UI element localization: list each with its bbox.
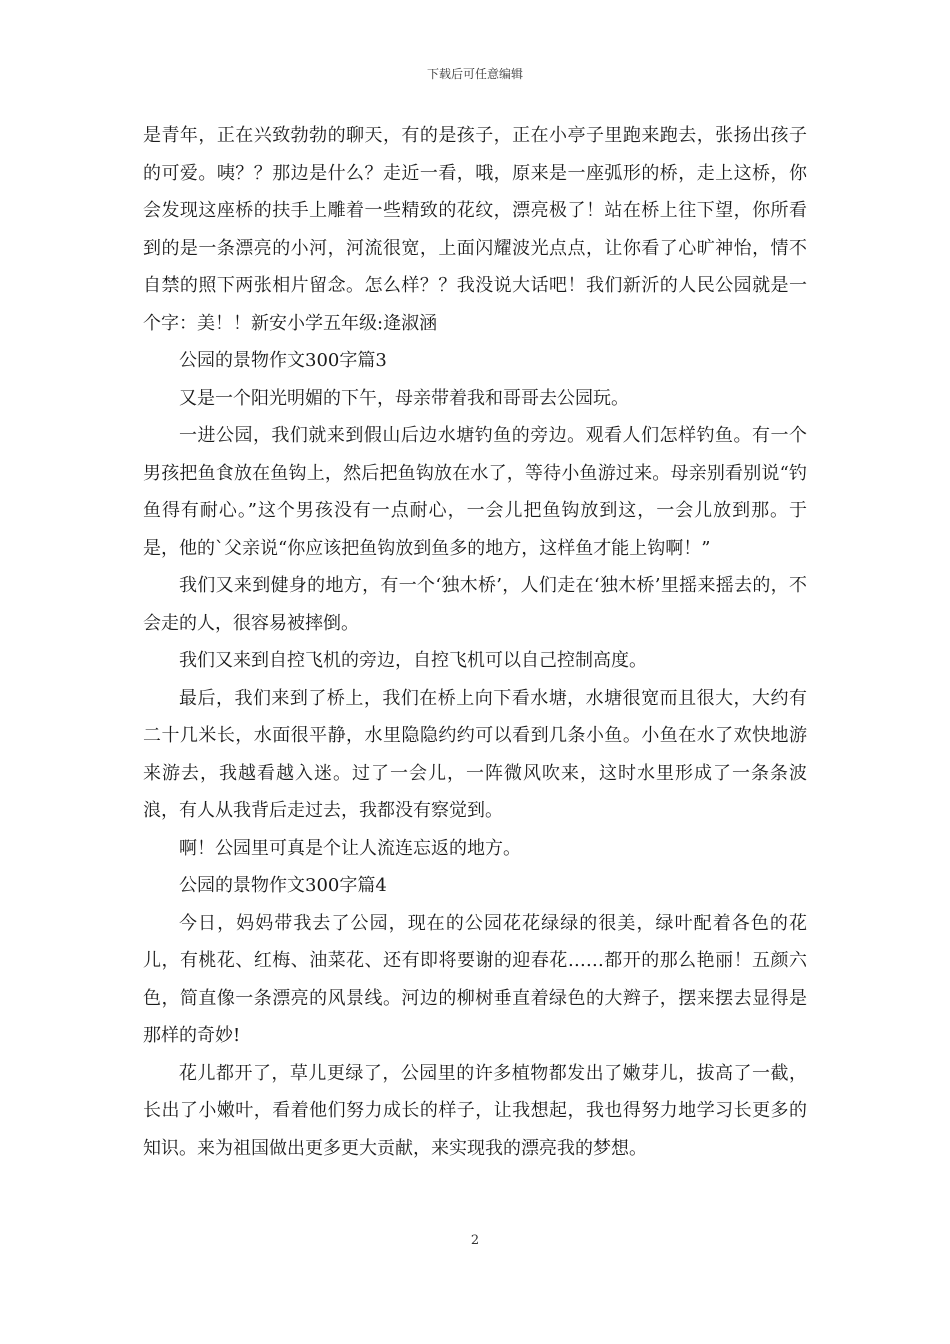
page-number: 2 [470, 1233, 480, 1248]
section-heading-4: 公园的景物作文300字篇4 [179, 875, 387, 896]
document-body [143, 117, 807, 1167]
paragraph: 花儿都开了，草儿更绿了，公园里的许多植物都发出了嫩芽儿，拔高了一截，长出了小嫩叶，看着他们努力成长的样子，让我想起，我也得努力地学习长更多的知识。来为祖国做出更多更大贡献，来实现我的漂亮我的梦想。 [143, 1062, 807, 1159]
paragraph-continuation: 是青年，正在兴致勃勃的聊天，有的是孩子，正在小亭子里跑来跑去，张扬出孩子的可爱。咦？？那边是什么？走近一看，哦，原来是一座弧形的桥，走上这桥，你会发现这座桥的扶手上雕着一些精致的花纹，漂亮极了！站在桥上往下望，你所看到的是一条漂亮的小河，河流很宽，上面闪耀波光点点，让你看了心旷神怡，情不自禁的照下两张相片留念。怎么样？？我没说大话吧！我们新沂的人民公园就是一个字：美！！新安小学五年级:逄淑涵 [143, 125, 807, 334]
paragraph: 一进公园，我们就来到假山后边水塘钓鱼的旁边。观看人们怎样钓鱼。有一个男孩把鱼食放在鱼钩上，然后把鱼钩放在水了，等待小鱼游过来。母亲别看别说“钓鱼得有耐心。”这个男孩没有一点耐心，一会儿把鱼钩放到这，一会儿放到那。于是，他的`父亲说“你应该把鱼钩放到鱼多的地方，这样鱼才能上钩啊！” [143, 425, 807, 559]
paragraph: 今日，妈妈带我去了公园，现在的公园花花绿绿的很美，绿叶配着各色的花儿，有桃花、红梅、油菜花、还有即将要谢的迎春花……都开的那么艳丽！五颜六色，简直像一条漂亮的风景线。河边的柳树垂直着绿色的大辫子，摆来摆去显得是那样的奇妙! [143, 912, 807, 1046]
paragraph: 最后，我们来到了桥上，我们在桥上向下看水塘，水塘很宽而且很大，大约有二十几米长，水面很平静，水里隐隐约约可以看到几条小鱼。小鱼在水了欢快地游来游去，我越看越入迷。过了一会儿，一阵微风吹来，这时水里形成了一条条波浪，有人从我背后走过去，我都没有察觉到。 [143, 687, 807, 821]
section-heading-3: 公园的景物作文300字篇3 [179, 350, 387, 371]
paragraph: 我们又来到自控飞机的旁边，自控飞机可以自己控制高度。 [179, 650, 647, 671]
paragraph: 我们又来到健身的地方，有一个‘独木桥’，人们走在‘独木桥’里摇来摇去的，不会走的人，很容易被摔倒。 [143, 575, 807, 634]
paragraph: 又是一个阳光明媚的下午，母亲带着我和哥哥去公园玩。 [179, 387, 629, 409]
page-header: 下载后可任意编辑 [426, 67, 523, 81]
paragraph: 啊！公园里可真是个让人流连忘返的地方。 [179, 837, 521, 859]
